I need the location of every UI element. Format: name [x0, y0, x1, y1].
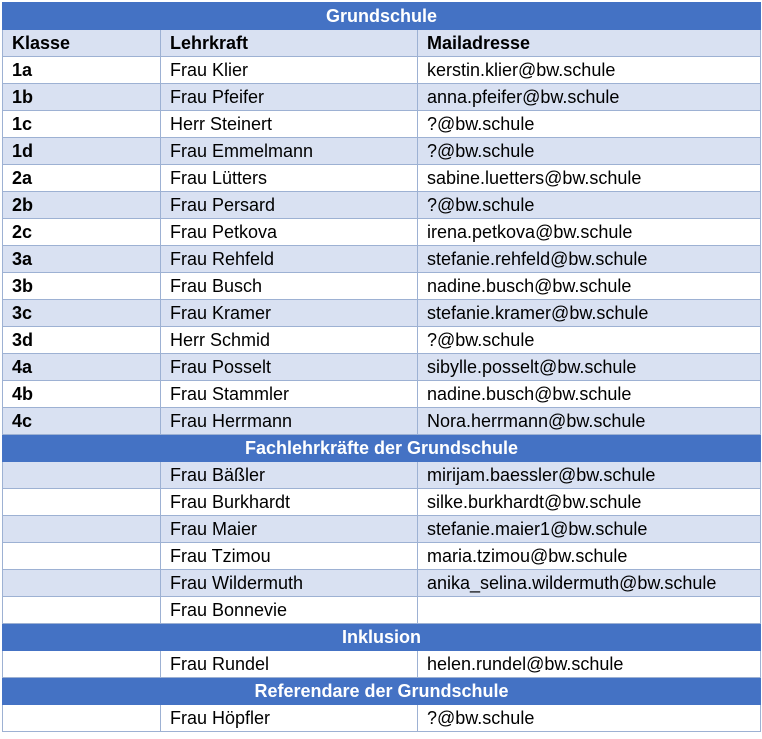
cell-klasse: 3b [3, 273, 161, 300]
cell-klasse: 2a [3, 165, 161, 192]
section-header-fachlehrkraefte [3, 435, 761, 462]
cell-klasse: 2c [3, 219, 161, 246]
cell-lehrkraft: Herr Schmid [161, 327, 418, 354]
table-row [3, 381, 761, 408]
cell-klasse: 1d [3, 138, 161, 165]
cell-klasse: 3a [3, 246, 161, 273]
table-row [3, 138, 761, 165]
table-row [3, 273, 761, 300]
cell-klasse: 1c [3, 111, 161, 138]
cell-lehrkraft: Frau Bonnevie [161, 597, 418, 624]
table-row [3, 300, 761, 327]
section-title: Fachlehrkräfte der Grundschule [3, 435, 761, 462]
teacher-table [2, 2, 761, 732]
cell-lehrkraft: Frau Pfeifer [161, 84, 418, 111]
cell-klasse [3, 705, 161, 732]
table-row [3, 219, 761, 246]
cell-lehrkraft: Frau Rehfeld [161, 246, 418, 273]
cell-klasse: 3d [3, 327, 161, 354]
cell-mailadresse [418, 597, 761, 624]
cell-klasse [3, 462, 161, 489]
cell-mailadresse: ?@bw.schule [418, 327, 761, 354]
section-header-referendare [3, 678, 761, 705]
cell-mailadresse: sabine.luetters@bw.schule [418, 165, 761, 192]
cell-mailadresse: ?@bw.schule [418, 192, 761, 219]
cell-klasse: 3c [3, 300, 161, 327]
cell-klasse [3, 651, 161, 678]
table-row [3, 543, 761, 570]
cell-mailadresse: anna.pfeifer@bw.schule [418, 84, 761, 111]
cell-lehrkraft: Frau Bäßler [161, 462, 418, 489]
cell-mailadresse: irena.petkova@bw.schule [418, 219, 761, 246]
teacher-table-body [3, 3, 761, 732]
section-title: Inklusion [3, 624, 761, 651]
cell-mailadresse: stefanie.maier1@bw.schule [418, 516, 761, 543]
cell-mailadresse: sibylle.posselt@bw.schule [418, 354, 761, 381]
cell-lehrkraft: Herr Steinert [161, 111, 418, 138]
cell-mailadresse: silke.burkhardt@bw.schule [418, 489, 761, 516]
cell-klasse [3, 570, 161, 597]
table-row [3, 597, 761, 624]
cell-lehrkraft: Frau Höpfler [161, 705, 418, 732]
cell-lehrkraft: Frau Herrmann [161, 408, 418, 435]
cell-mailadresse: nadine.busch@bw.schule [418, 273, 761, 300]
cell-mailadresse: ?@bw.schule [418, 705, 761, 732]
cell-mailadresse: maria.tzimou@bw.schule [418, 543, 761, 570]
cell-mailadresse: kerstin.klier@bw.schule [418, 57, 761, 84]
cell-lehrkraft: Frau Klier [161, 57, 418, 84]
table-row [3, 705, 761, 732]
table-row [3, 489, 761, 516]
cell-mailadresse: ?@bw.schule [418, 138, 761, 165]
cell-lehrkraft: Frau Posselt [161, 354, 418, 381]
cell-klasse: 1a [3, 57, 161, 84]
cell-lehrkraft: Frau Lütters [161, 165, 418, 192]
table-row [3, 327, 761, 354]
section-header-grundschule [3, 3, 761, 30]
cell-lehrkraft: Frau Tzimou [161, 543, 418, 570]
table-row [3, 408, 761, 435]
cell-mailadresse: nadine.busch@bw.schule [418, 381, 761, 408]
column-header-row [3, 30, 761, 57]
cell-mailadresse: ?@bw.schule [418, 111, 761, 138]
table-row [3, 354, 761, 381]
cell-lehrkraft: Frau Burkhardt [161, 489, 418, 516]
table-row [3, 246, 761, 273]
cell-mailadresse: anika_selina.wildermuth@bw.schule [418, 570, 761, 597]
table-row [3, 462, 761, 489]
cell-lehrkraft: Frau Kramer [161, 300, 418, 327]
cell-mailadresse: helen.rundel@bw.schule [418, 651, 761, 678]
table-row [3, 651, 761, 678]
cell-klasse [3, 543, 161, 570]
table-row [3, 84, 761, 111]
table-row [3, 570, 761, 597]
cell-klasse [3, 597, 161, 624]
cell-klasse: 1b [3, 84, 161, 111]
column-header-mailadresse: Mailadresse [418, 30, 761, 57]
cell-lehrkraft: Frau Busch [161, 273, 418, 300]
column-header-lehrkraft: Lehrkraft [161, 30, 418, 57]
cell-klasse: 4b [3, 381, 161, 408]
section-title: Grundschule [3, 3, 761, 30]
cell-mailadresse: stefanie.kramer@bw.schule [418, 300, 761, 327]
cell-lehrkraft: Frau Rundel [161, 651, 418, 678]
cell-mailadresse: mirijam.baessler@bw.schule [418, 462, 761, 489]
cell-klasse [3, 489, 161, 516]
cell-klasse: 4a [3, 354, 161, 381]
table-row [3, 516, 761, 543]
cell-lehrkraft: Frau Petkova [161, 219, 418, 246]
column-header-klasse: Klasse [3, 30, 161, 57]
table-row [3, 111, 761, 138]
cell-lehrkraft: Frau Emmelmann [161, 138, 418, 165]
cell-mailadresse: Nora.herrmann@bw.schule [418, 408, 761, 435]
cell-mailadresse: stefanie.rehfeld@bw.schule [418, 246, 761, 273]
section-header-inklusion [3, 624, 761, 651]
table-row [3, 192, 761, 219]
section-title: Referendare der Grundschule [3, 678, 761, 705]
cell-lehrkraft: Frau Persard [161, 192, 418, 219]
cell-klasse [3, 516, 161, 543]
cell-lehrkraft: Frau Maier [161, 516, 418, 543]
table-row [3, 57, 761, 84]
table-row [3, 165, 761, 192]
cell-lehrkraft: Frau Stammler [161, 381, 418, 408]
cell-lehrkraft: Frau Wildermuth [161, 570, 418, 597]
cell-klasse: 4c [3, 408, 161, 435]
cell-klasse: 2b [3, 192, 161, 219]
